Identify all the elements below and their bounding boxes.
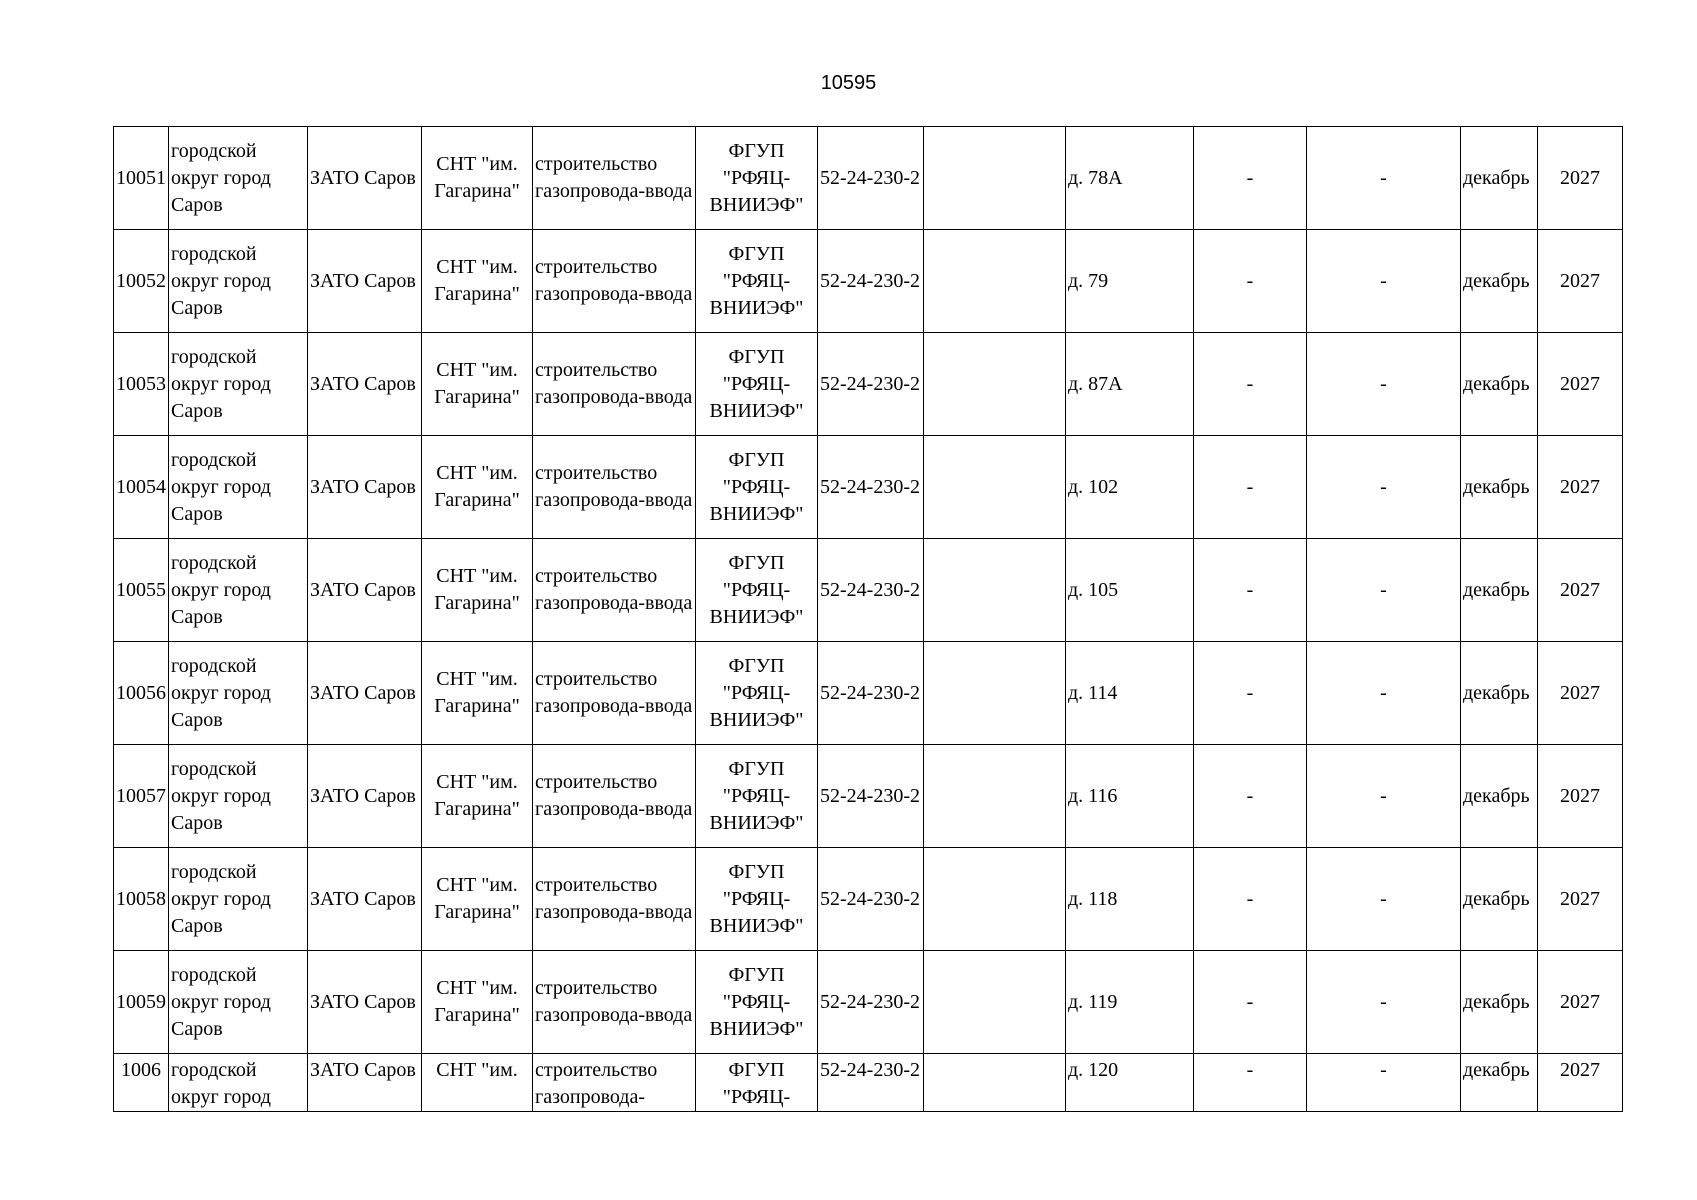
- table-row: [114, 642, 1623, 745]
- municipal-district-cell: городской округ город Саров: [169, 333, 308, 436]
- snt-name-cell: СНТ "им. Гагарина": [422, 848, 533, 951]
- municipal-district-cell: городской округ город Саров: [169, 745, 308, 848]
- dash-cell: -: [1194, 1054, 1307, 1112]
- dash-cell: -: [1194, 333, 1307, 436]
- organization-cell: ФГУП "РФЯЦ-ВНИИЭФ": [696, 745, 818, 848]
- dash-cell: -: [1307, 951, 1461, 1054]
- settlement-cell: ЗАТО Саров: [308, 127, 422, 230]
- registry-body: [114, 127, 1623, 1112]
- dash-cell: -: [1307, 230, 1461, 333]
- month-cell: декабрь: [1461, 642, 1538, 745]
- empty-cell: [924, 230, 1066, 333]
- table-row: [114, 539, 1623, 642]
- year-cell: 2027: [1538, 745, 1623, 848]
- work-type-cell: строительство газопровода-ввода: [533, 539, 696, 642]
- empty-cell: [924, 127, 1066, 230]
- dash-cell: -: [1307, 333, 1461, 436]
- table-row: [114, 230, 1623, 333]
- settlement-cell: ЗАТО Саров: [308, 1054, 422, 1112]
- empty-cell: [924, 642, 1066, 745]
- settlement-cell: ЗАТО Саров: [308, 848, 422, 951]
- house-number-cell: д. 119: [1066, 951, 1194, 1054]
- code-cell: 52-24-230-2: [818, 127, 924, 230]
- house-number-cell: д. 120: [1066, 1054, 1194, 1112]
- year-cell: 2027: [1538, 951, 1623, 1054]
- row-number: 10056: [114, 642, 169, 745]
- year-cell: 2027: [1538, 642, 1623, 745]
- month-cell: декабрь: [1461, 436, 1538, 539]
- code-cell: 52-24-230-2: [818, 230, 924, 333]
- snt-name-cell: СНТ "им. Гагарина": [422, 436, 533, 539]
- municipal-district-cell: городской округ город Саров: [169, 539, 308, 642]
- settlement-cell: ЗАТО Саров: [308, 951, 422, 1054]
- month-cell: декабрь: [1461, 951, 1538, 1054]
- dash-cell: -: [1307, 1054, 1461, 1112]
- row-number: 10054: [114, 436, 169, 539]
- organization-cell: ФГУП "РФЯЦ-ВНИИЭФ": [696, 127, 818, 230]
- table-row: [114, 333, 1623, 436]
- work-type-cell: строительство газопровода-ввода: [533, 745, 696, 848]
- settlement-cell: ЗАТО Саров: [308, 230, 422, 333]
- snt-name-cell: СНТ "им. Гагарина": [422, 745, 533, 848]
- organization-cell: ФГУП "РФЯЦ-ВНИИЭФ": [696, 642, 818, 745]
- month-cell: декабрь: [1461, 539, 1538, 642]
- organization-cell: ФГУП "РФЯЦ-ВНИИЭФ": [696, 848, 818, 951]
- row-number: 10057: [114, 745, 169, 848]
- municipal-district-cell: городской округ город Саров: [169, 951, 308, 1054]
- month-cell: декабрь: [1461, 127, 1538, 230]
- dash-cell: -: [1194, 539, 1307, 642]
- house-number-cell: д. 118: [1066, 848, 1194, 951]
- row-number: 10058: [114, 848, 169, 951]
- code-cell: 52-24-230-2: [818, 745, 924, 848]
- work-type-cell: строительство газопровода-ввода: [533, 127, 696, 230]
- municipal-district-cell: городской округ город Саров: [169, 127, 308, 230]
- code-cell: 52-24-230-2: [818, 642, 924, 745]
- dash-cell: -: [1307, 436, 1461, 539]
- empty-cell: [924, 333, 1066, 436]
- snt-name-cell: СНТ "им.: [422, 1054, 533, 1112]
- code-cell: 52-24-230-2: [818, 436, 924, 539]
- table-row: [114, 436, 1623, 539]
- dash-cell: -: [1307, 127, 1461, 230]
- empty-cell: [924, 1054, 1066, 1112]
- organization-cell: ФГУП "РФЯЦ-ВНИИЭФ": [696, 951, 818, 1054]
- dash-cell: -: [1194, 642, 1307, 745]
- year-cell: 2027: [1538, 1054, 1623, 1112]
- code-cell: 52-24-230-2: [818, 1054, 924, 1112]
- dash-cell: -: [1307, 539, 1461, 642]
- house-number-cell: д. 87А: [1066, 333, 1194, 436]
- year-cell: 2027: [1538, 848, 1623, 951]
- municipal-district-cell: городской округ город Саров: [169, 848, 308, 951]
- empty-cell: [924, 539, 1066, 642]
- house-number-cell: д. 114: [1066, 642, 1194, 745]
- code-cell: 52-24-230-2: [818, 848, 924, 951]
- dash-cell: -: [1194, 745, 1307, 848]
- table-row: [114, 951, 1623, 1054]
- organization-cell: ФГУП "РФЯЦ-ВНИИЭФ": [696, 230, 818, 333]
- snt-name-cell: СНТ "им. Гагарина": [422, 951, 533, 1054]
- house-number-cell: д. 116: [1066, 745, 1194, 848]
- table-row: [114, 127, 1623, 230]
- organization-cell: ФГУП "РФЯЦ-ВНИИЭФ": [696, 436, 818, 539]
- house-number-cell: д. 105: [1066, 539, 1194, 642]
- organization-cell: ФГУП "РФЯЦ-: [696, 1054, 818, 1112]
- dash-cell: -: [1307, 642, 1461, 745]
- year-cell: 2027: [1538, 230, 1623, 333]
- empty-cell: [924, 951, 1066, 1054]
- year-cell: 2027: [1538, 127, 1623, 230]
- dash-cell: -: [1307, 745, 1461, 848]
- row-number: 10055: [114, 539, 169, 642]
- work-type-cell: строительство газопровода-ввода: [533, 333, 696, 436]
- work-type-cell: строительство газопровода-ввода: [533, 642, 696, 745]
- page-number: 10595: [820, 72, 877, 94]
- code-cell: 52-24-230-2: [818, 333, 924, 436]
- row-number: 1006: [114, 1054, 169, 1112]
- table-row: [114, 745, 1623, 848]
- work-type-cell: строительство газопровода-: [533, 1054, 696, 1112]
- settlement-cell: ЗАТО Саров: [308, 333, 422, 436]
- municipal-district-cell: городской округ город Саров: [169, 436, 308, 539]
- settlement-cell: ЗАТО Саров: [308, 436, 422, 539]
- work-type-cell: строительство газопровода-ввода: [533, 230, 696, 333]
- month-cell: декабрь: [1461, 848, 1538, 951]
- year-cell: 2027: [1538, 333, 1623, 436]
- snt-name-cell: СНТ "им. Гагарина": [422, 333, 533, 436]
- work-type-cell: строительство газопровода-ввода: [533, 848, 696, 951]
- dash-cell: -: [1194, 127, 1307, 230]
- registry-table: [113, 126, 1623, 1112]
- house-number-cell: д. 102: [1066, 436, 1194, 539]
- settlement-cell: ЗАТО Саров: [308, 539, 422, 642]
- work-type-cell: строительство газопровода-ввода: [533, 951, 696, 1054]
- month-cell: декабрь: [1461, 1054, 1538, 1112]
- dash-cell: -: [1194, 436, 1307, 539]
- dash-cell: -: [1194, 230, 1307, 333]
- snt-name-cell: СНТ "им. Гагарина": [422, 642, 533, 745]
- row-number: 10052: [114, 230, 169, 333]
- empty-cell: [924, 848, 1066, 951]
- code-cell: 52-24-230-2: [818, 539, 924, 642]
- work-type-cell: строительство газопровода-ввода: [533, 436, 696, 539]
- settlement-cell: ЗАТО Саров: [308, 642, 422, 745]
- organization-cell: ФГУП "РФЯЦ-ВНИИЭФ": [696, 333, 818, 436]
- municipal-district-cell: городской округ город Саров: [169, 642, 308, 745]
- month-cell: декабрь: [1461, 745, 1538, 848]
- house-number-cell: д. 79: [1066, 230, 1194, 333]
- month-cell: декабрь: [1461, 333, 1538, 436]
- table-row: [114, 848, 1623, 951]
- year-cell: 2027: [1538, 539, 1623, 642]
- municipal-district-cell: городской округ город Саров: [169, 230, 308, 333]
- municipal-district-cell: городской округ город: [169, 1054, 308, 1112]
- row-number: 10059: [114, 951, 169, 1054]
- empty-cell: [924, 745, 1066, 848]
- empty-cell: [924, 436, 1066, 539]
- row-number: 10051: [114, 127, 169, 230]
- snt-name-cell: СНТ "им. Гагарина": [422, 539, 533, 642]
- settlement-cell: ЗАТО Саров: [308, 745, 422, 848]
- code-cell: 52-24-230-2: [818, 951, 924, 1054]
- organization-cell: ФГУП "РФЯЦ-ВНИИЭФ": [696, 539, 818, 642]
- snt-name-cell: СНТ "им. Гагарина": [422, 127, 533, 230]
- table-row: [114, 1054, 1623, 1112]
- month-cell: декабрь: [1461, 230, 1538, 333]
- house-number-cell: д. 78А: [1066, 127, 1194, 230]
- snt-name-cell: СНТ "им. Гагарина": [422, 230, 533, 333]
- row-number: 10053: [114, 333, 169, 436]
- dash-cell: -: [1307, 848, 1461, 951]
- year-cell: 2027: [1538, 436, 1623, 539]
- dash-cell: -: [1194, 951, 1307, 1054]
- dash-cell: -: [1194, 848, 1307, 951]
